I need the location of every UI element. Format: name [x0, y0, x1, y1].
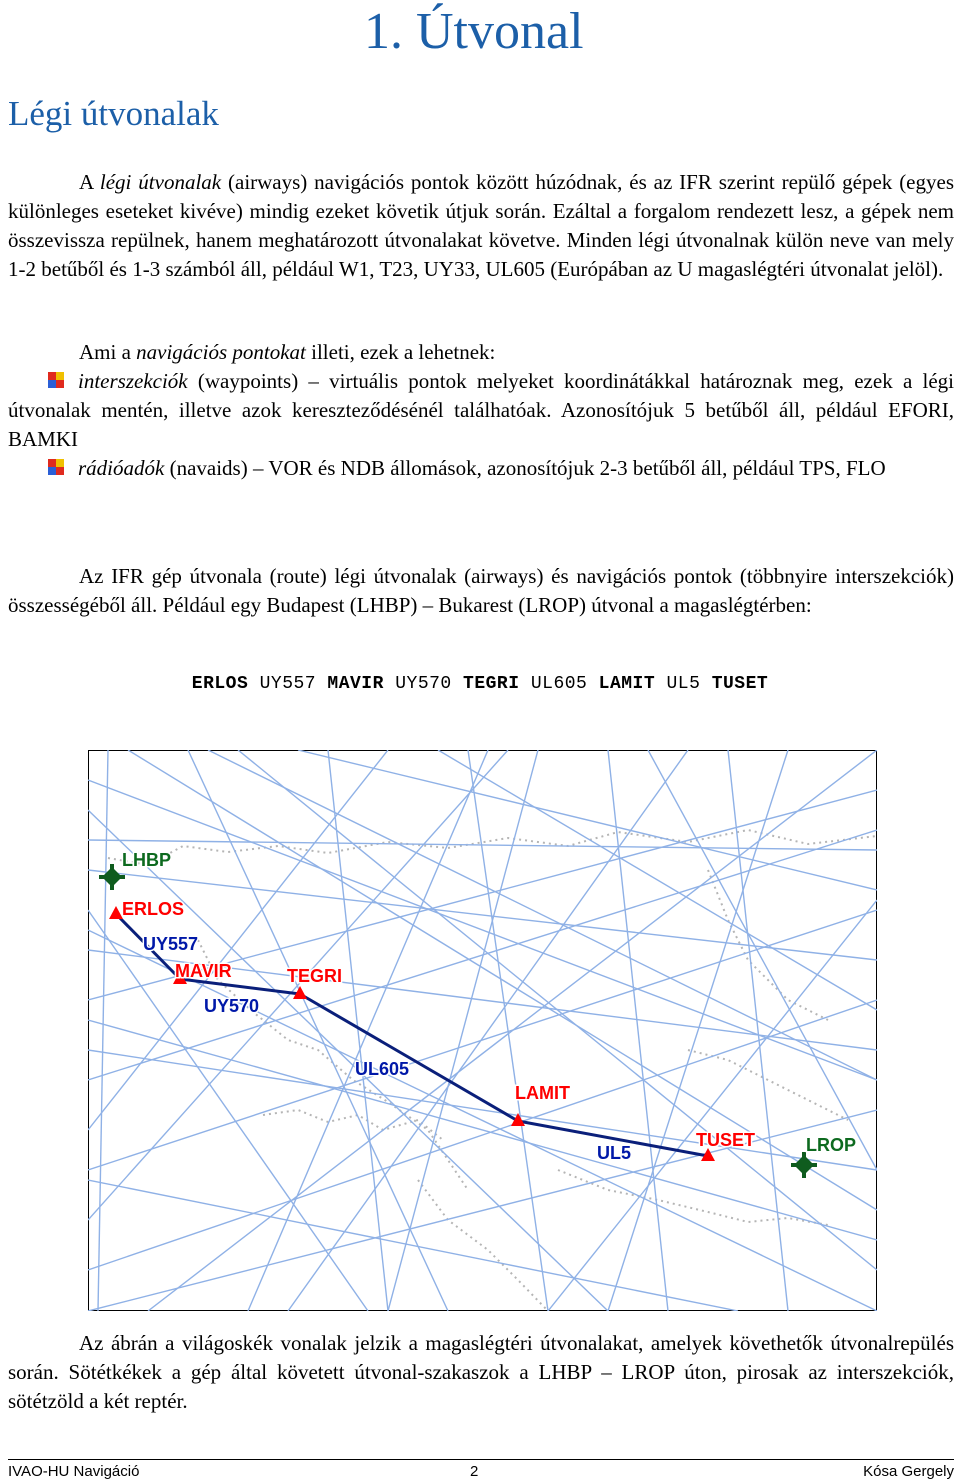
map-label-tegri: TEGRI — [287, 966, 343, 986]
route-airway: UY570 — [395, 674, 464, 694]
item2-emphasis: rádióadók — [78, 456, 165, 480]
map-label-lrop: LROP — [806, 1135, 857, 1155]
map-label-ul5: UL5 — [597, 1143, 632, 1163]
footer-right: Kósa Gergely — [863, 1463, 954, 1480]
map-label-lhbp: LHBP — [122, 850, 171, 870]
bullet-diamond-icon — [46, 457, 68, 477]
map-label-lamit: LAMIT — [515, 1083, 570, 1103]
route-waypoint: TUSET — [711, 674, 769, 694]
footer-page-number: 2 — [470, 1463, 479, 1480]
paragraph-route — [8, 562, 954, 620]
footer-left: IVAO-HU Navigáció — [8, 1463, 140, 1480]
bullet-diamond-icon — [46, 370, 68, 390]
map-label-ul605: UL605 — [355, 1059, 410, 1079]
item2-text: (navaids) – VOR és NDB állomások, azonosítójuk 2-3 betűből áll, például TPS, FLO — [164, 456, 886, 480]
paragraph-caption — [8, 1329, 954, 1416]
list-item-navaids — [8, 454, 954, 483]
chapter-title: 1. Útvonal — [364, 3, 584, 60]
map-label-tuset: TUSET — [696, 1130, 756, 1150]
route-waypoint: MAVIR — [327, 674, 396, 694]
paragraph-airways — [8, 168, 954, 284]
route-string — [0, 670, 960, 698]
para2-intro-a: Ami a — [79, 340, 137, 364]
section-title: Légi útvonalak — [8, 94, 219, 133]
item1-emphasis: interszekciók — [78, 369, 188, 393]
map-label-uy570: UY570 — [204, 996, 260, 1016]
para1-text-b: (airways) navigációs pontok között húzódnak, és az IFR szerint repülő gépek (egyes különleges eseteket kivéve) mindig ezeket követik útjuk során. Ezáltal a forgalom rendezett lesz, a gépek nem összevissza repülnek, hanem meghatározott útvonalakat követve. Minden légi útvonalnak külön neve van mely 1-2 betűből és 1-3 számból áll, például W1, T23, UY33, UL605 (Európában az U magaslégtéri útvonalat jelöl). — [8, 170, 954, 281]
route-airway: UY557 — [259, 674, 328, 694]
para1-text-a: A — [79, 170, 100, 194]
para2-intro-b: illeti, ezek a lehetnek: — [305, 340, 496, 364]
route-waypoint: LAMIT — [598, 674, 667, 694]
para3-text: Az IFR gép útvonala (route) légi útvonalak (airways) és navigációs pontok (többnyire interszekciók) összességéből áll. Például egy Budapest (LHBP) – Bukarest (LROP) útvonal a magaslégtérben: — [8, 564, 954, 617]
para2-intro-emphasis: navigációs pontokat — [136, 340, 306, 364]
route-airway: UL5 — [666, 674, 712, 694]
list-item-intersections — [8, 367, 954, 454]
para4-text: Az ábrán a világoskék vonalak jelzik a magaslégtéri útvonalakat, amelyek követhetők útvonalrepülés során. Sötétkékek a gép által követett útvonal-szakaszok a LHBP – LROP úton, pirosak az interszekciók, sötétzöld a két reptér. — [8, 1331, 954, 1413]
paragraph-nav-points — [8, 338, 954, 483]
route-map — [88, 750, 877, 1311]
footer-divider — [8, 1459, 954, 1460]
map-label-mavir: MAVIR — [175, 961, 232, 981]
route-waypoint: TEGRI — [463, 674, 531, 694]
map-label-uy557: UY557 — [143, 934, 199, 954]
para1-emphasis: légi útvonalak — [99, 170, 222, 194]
map-label-erlos: ERLOS — [122, 899, 185, 919]
item1-text: (waypoints) – virtuális pontok melyeket koordinátákkal határoznak meg, ezek a légi útvonalak mentén, illetve azok kereszteződésénél találhatóak. Azonosítójuk 5 betűből áll, például EFORI, BAMKI — [8, 369, 954, 451]
route-waypoint: ERLOS — [191, 674, 260, 694]
route-airway: UL605 — [530, 674, 599, 694]
